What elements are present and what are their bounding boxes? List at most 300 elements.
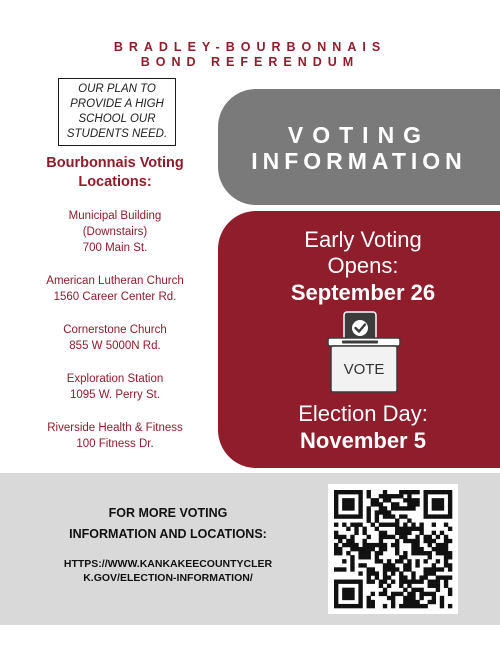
qr-code-icon bbox=[328, 484, 458, 614]
qr-module bbox=[387, 535, 391, 539]
qr-module bbox=[436, 498, 440, 502]
qr-module bbox=[448, 514, 452, 518]
location-line: American Lutheran Church bbox=[46, 275, 184, 287]
qr-module bbox=[448, 551, 452, 555]
qr-module bbox=[444, 514, 448, 518]
qr-module bbox=[407, 490, 411, 494]
qr-module bbox=[448, 567, 452, 571]
locations-title-line-2: Locations: bbox=[78, 174, 152, 190]
qr-module bbox=[391, 596, 395, 600]
qr-module bbox=[367, 535, 371, 539]
qr-module bbox=[391, 502, 395, 506]
qr-module bbox=[415, 527, 419, 531]
qr-module bbox=[436, 584, 440, 588]
location-line: Riverside Health & Fitness bbox=[47, 422, 183, 434]
qr-module bbox=[338, 567, 342, 571]
qr-module bbox=[346, 543, 350, 547]
qr-module bbox=[444, 559, 448, 563]
election-day-date: November 5 bbox=[300, 428, 426, 453]
qr-module bbox=[342, 506, 346, 510]
qr-module bbox=[387, 514, 391, 518]
qr-module bbox=[399, 559, 403, 563]
location-line: Exploration Station bbox=[66, 373, 164, 385]
qr-module bbox=[334, 547, 338, 551]
qr-module bbox=[367, 571, 371, 575]
plan-statement-box bbox=[58, 78, 176, 146]
qr-module bbox=[375, 575, 379, 579]
qr-module bbox=[428, 567, 432, 571]
more-info-line-1: FOR MORE VOTING bbox=[108, 506, 228, 520]
qr-module bbox=[403, 539, 407, 543]
qr-module bbox=[387, 575, 391, 579]
qr-module bbox=[432, 490, 436, 494]
qr-module bbox=[407, 559, 411, 563]
qr-module bbox=[419, 575, 423, 579]
qr-module bbox=[440, 600, 444, 604]
qr-module bbox=[371, 592, 375, 596]
qr-module bbox=[354, 547, 358, 551]
qr-module bbox=[399, 575, 403, 579]
qr-module bbox=[342, 604, 346, 608]
qr-module bbox=[383, 547, 387, 551]
location-line: 700 Main St. bbox=[82, 242, 148, 254]
qr-module bbox=[407, 527, 411, 531]
qr-module bbox=[395, 527, 399, 531]
qr-module bbox=[375, 543, 379, 547]
qr-module bbox=[350, 535, 354, 539]
qr-module bbox=[342, 523, 346, 527]
qr-module bbox=[436, 490, 440, 494]
qr-module bbox=[375, 555, 379, 559]
qr-module bbox=[411, 571, 415, 575]
qr-module bbox=[391, 494, 395, 498]
qr-module bbox=[346, 527, 350, 531]
qr-module bbox=[424, 506, 428, 510]
qr-module bbox=[371, 600, 375, 604]
qr-module bbox=[383, 510, 387, 514]
qr-module bbox=[358, 506, 362, 510]
qr-module bbox=[407, 531, 411, 535]
qr-module bbox=[338, 490, 342, 494]
qr-module bbox=[371, 502, 375, 506]
qr-module bbox=[367, 604, 371, 608]
qr-module bbox=[411, 600, 415, 604]
qr-module bbox=[358, 592, 362, 596]
qr-module bbox=[350, 547, 354, 551]
qr-module bbox=[399, 604, 403, 608]
qr-module bbox=[334, 567, 338, 571]
qr-module bbox=[334, 580, 338, 584]
qr-module bbox=[424, 604, 428, 608]
qr-module bbox=[432, 571, 436, 575]
qr-module bbox=[415, 535, 419, 539]
qr-module bbox=[432, 563, 436, 567]
qr-module bbox=[379, 580, 383, 584]
referendum-header bbox=[0, 40, 500, 70]
qr-module bbox=[346, 490, 350, 494]
more-info-line-2: INFORMATION AND LOCATIONS: bbox=[69, 527, 267, 541]
qr-module bbox=[391, 567, 395, 571]
qr-module bbox=[346, 588, 350, 592]
qr-module bbox=[448, 588, 452, 592]
qr-module bbox=[358, 596, 362, 600]
qr-module bbox=[432, 531, 436, 535]
qr-module bbox=[407, 539, 411, 543]
qr-module bbox=[440, 490, 444, 494]
qr-module bbox=[436, 559, 440, 563]
qr-module bbox=[432, 539, 436, 543]
qr-module bbox=[367, 596, 371, 600]
qr-module bbox=[338, 514, 342, 518]
qr-module bbox=[428, 580, 432, 584]
qr-module bbox=[358, 600, 362, 604]
qr-module bbox=[391, 523, 395, 527]
qr-module bbox=[448, 555, 452, 559]
qr-module bbox=[411, 547, 415, 551]
early-voting-line-2: Opens: bbox=[327, 253, 399, 278]
qr-module bbox=[391, 543, 395, 547]
qr-module bbox=[338, 547, 342, 551]
qr-module bbox=[354, 514, 358, 518]
qr-module bbox=[419, 527, 423, 531]
qr-module bbox=[375, 571, 379, 575]
qr-module bbox=[379, 535, 383, 539]
qr-module bbox=[350, 490, 354, 494]
qr-module bbox=[395, 518, 399, 522]
qr-module bbox=[432, 506, 436, 510]
qr-module bbox=[387, 559, 391, 563]
qr-module bbox=[383, 563, 387, 567]
qr-module bbox=[334, 531, 338, 535]
qr-module bbox=[362, 547, 366, 551]
qr-module bbox=[424, 498, 428, 502]
qr-module bbox=[338, 604, 342, 608]
qr-module bbox=[334, 490, 338, 494]
qr-module bbox=[383, 604, 387, 608]
qr-module bbox=[399, 527, 403, 531]
qr-module bbox=[387, 596, 391, 600]
qr-module bbox=[424, 494, 428, 498]
qr-module bbox=[379, 539, 383, 543]
ballot-box-icon bbox=[322, 308, 406, 394]
qr-module bbox=[448, 502, 452, 506]
qr-module bbox=[383, 498, 387, 502]
qr-module bbox=[395, 506, 399, 510]
qr-module bbox=[350, 555, 354, 559]
qr-module bbox=[379, 547, 383, 551]
qr-module bbox=[383, 531, 387, 535]
qr-module bbox=[399, 571, 403, 575]
qr-module bbox=[354, 543, 358, 547]
qr-module bbox=[415, 502, 419, 506]
qr-module bbox=[391, 592, 395, 596]
qr-module bbox=[403, 523, 407, 527]
voting-info-line-2: INFORMATION bbox=[251, 148, 467, 174]
qr-module bbox=[371, 604, 375, 608]
qr-module bbox=[383, 575, 387, 579]
qr-module bbox=[350, 502, 354, 506]
qr-module bbox=[379, 592, 383, 596]
qr-module bbox=[415, 543, 419, 547]
qr-module bbox=[354, 490, 358, 494]
qr-module bbox=[350, 514, 354, 518]
qr-module bbox=[432, 592, 436, 596]
qr-module bbox=[415, 559, 419, 563]
qr-module bbox=[383, 588, 387, 592]
qr-module bbox=[379, 543, 383, 547]
qr-module bbox=[448, 494, 452, 498]
qr-module bbox=[375, 498, 379, 502]
location-item bbox=[20, 420, 210, 452]
qr-module bbox=[440, 543, 444, 547]
qr-module bbox=[334, 514, 338, 518]
qr-module bbox=[342, 543, 346, 547]
qr-module bbox=[346, 580, 350, 584]
qr-module bbox=[358, 510, 362, 514]
early-voting-line-1: Early Voting bbox=[304, 227, 422, 252]
qr-module bbox=[342, 592, 346, 596]
qr-module bbox=[358, 547, 362, 551]
qr-module bbox=[338, 551, 342, 555]
qr-module bbox=[350, 543, 354, 547]
location-line: 100 Fitness Dr. bbox=[76, 438, 154, 450]
qr-module bbox=[342, 559, 346, 563]
qr-module bbox=[424, 551, 428, 555]
qr-module bbox=[436, 575, 440, 579]
qr-module bbox=[358, 490, 362, 494]
qr-module bbox=[440, 567, 444, 571]
qr-module bbox=[371, 523, 375, 527]
qr-module bbox=[411, 580, 415, 584]
qr-module bbox=[367, 494, 371, 498]
qr-module bbox=[419, 588, 423, 592]
qr-module bbox=[367, 510, 371, 514]
qr-module bbox=[342, 514, 346, 518]
qr-module bbox=[415, 551, 419, 555]
qr-module bbox=[375, 527, 379, 531]
qr-module bbox=[346, 539, 350, 543]
qr-module bbox=[419, 523, 423, 527]
election-day-line-1: Election Day: bbox=[298, 401, 428, 426]
qr-module bbox=[448, 563, 452, 567]
header-line-1: BRADLEY-BOURBONNAIS bbox=[113, 40, 387, 54]
voting-info-line-1: VOTING bbox=[287, 122, 431, 148]
qr-module bbox=[444, 555, 448, 559]
qr-module bbox=[399, 592, 403, 596]
qr-module bbox=[403, 498, 407, 502]
qr-module bbox=[428, 490, 432, 494]
qr-module bbox=[346, 498, 350, 502]
qr-module bbox=[395, 494, 399, 498]
qr-module bbox=[415, 580, 419, 584]
qr-module bbox=[334, 543, 338, 547]
qr-module bbox=[367, 543, 371, 547]
qr-module bbox=[440, 604, 444, 608]
locations-title-line-1: Bourbonnais Voting bbox=[46, 155, 184, 171]
plan-line: SCHOOL OUR bbox=[78, 113, 156, 125]
qr-module bbox=[395, 543, 399, 547]
qr-module bbox=[428, 535, 432, 539]
qr-module bbox=[391, 604, 395, 608]
qr-module bbox=[350, 592, 354, 596]
qr-module bbox=[375, 551, 379, 555]
plan-line: STUDENTS NEED. bbox=[66, 128, 168, 140]
qr-module bbox=[440, 547, 444, 551]
location-line: (Downstairs) bbox=[82, 226, 148, 238]
qr-module bbox=[407, 604, 411, 608]
qr-module bbox=[346, 506, 350, 510]
qr-module bbox=[387, 498, 391, 502]
election-info-url[interactable] bbox=[38, 557, 298, 585]
qr-module bbox=[444, 543, 448, 547]
qr-module bbox=[411, 539, 415, 543]
qr-module bbox=[375, 502, 379, 506]
qr-module bbox=[358, 555, 362, 559]
qr-module bbox=[383, 506, 387, 510]
qr-module bbox=[342, 490, 346, 494]
qr-module bbox=[403, 600, 407, 604]
qr-module bbox=[444, 490, 448, 494]
qr-module bbox=[371, 580, 375, 584]
qr-module bbox=[362, 563, 366, 567]
qr-module bbox=[440, 506, 444, 510]
qr-module bbox=[419, 547, 423, 551]
qr-module bbox=[395, 523, 399, 527]
qr-module bbox=[428, 514, 432, 518]
qr-module bbox=[387, 510, 391, 514]
qr-module bbox=[383, 571, 387, 575]
qr-module bbox=[399, 506, 403, 510]
qr-module bbox=[432, 596, 436, 600]
qr-module bbox=[338, 580, 342, 584]
qr-module bbox=[375, 559, 379, 563]
location-line: Municipal Building bbox=[68, 210, 162, 222]
location-line: 1560 Career Center Rd. bbox=[53, 291, 177, 303]
qr-module bbox=[395, 592, 399, 596]
qr-module bbox=[440, 596, 444, 600]
qr-module bbox=[424, 575, 428, 579]
qr-module bbox=[424, 502, 428, 506]
qr-module bbox=[350, 559, 354, 563]
qr-module bbox=[346, 604, 350, 608]
qr-module bbox=[403, 514, 407, 518]
qr-module bbox=[395, 551, 399, 555]
early-voting-date: September 26 bbox=[290, 280, 436, 305]
qr-module bbox=[383, 580, 387, 584]
qr-module bbox=[375, 510, 379, 514]
qr-module bbox=[358, 584, 362, 588]
qr-module bbox=[358, 604, 362, 608]
qr-module bbox=[362, 551, 366, 555]
qr-module bbox=[371, 498, 375, 502]
location-item bbox=[20, 371, 210, 403]
qr-module bbox=[354, 523, 358, 527]
qr-module bbox=[350, 596, 354, 600]
qr-module bbox=[367, 600, 371, 604]
qr-module bbox=[419, 596, 423, 600]
qr-module bbox=[379, 502, 383, 506]
qr-module bbox=[391, 580, 395, 584]
url-line-1: HTTPS://WWW.KANKAKEECOUNTYCLER bbox=[63, 558, 273, 570]
qr-module bbox=[440, 502, 444, 506]
qr-module bbox=[428, 592, 432, 596]
qr-module bbox=[346, 551, 350, 555]
qr-module bbox=[342, 498, 346, 502]
qr-module bbox=[424, 514, 428, 518]
qr-module bbox=[424, 539, 428, 543]
qr-module bbox=[338, 539, 342, 543]
qr-module bbox=[444, 575, 448, 579]
qr-module bbox=[399, 531, 403, 535]
qr-module bbox=[428, 555, 432, 559]
qr-module bbox=[415, 604, 419, 608]
qr-module bbox=[432, 567, 436, 571]
qr-module bbox=[342, 502, 346, 506]
qr-module bbox=[448, 604, 452, 608]
qr-module bbox=[411, 551, 415, 555]
qr-module bbox=[407, 506, 411, 510]
qr-module bbox=[411, 596, 415, 600]
qr-module bbox=[383, 514, 387, 518]
qr-module bbox=[440, 575, 444, 579]
qr-module bbox=[391, 571, 395, 575]
qr-module bbox=[346, 596, 350, 600]
qr-module bbox=[334, 535, 338, 539]
qr-module bbox=[358, 498, 362, 502]
qr-module bbox=[371, 547, 375, 551]
locations-title bbox=[20, 154, 210, 192]
qr-module bbox=[415, 588, 419, 592]
qr-module bbox=[342, 567, 346, 571]
qr-module bbox=[448, 592, 452, 596]
qr-module bbox=[358, 494, 362, 498]
qr-module bbox=[411, 575, 415, 579]
qr-module bbox=[383, 494, 387, 498]
qr-module bbox=[424, 490, 428, 494]
qr-module bbox=[375, 518, 379, 522]
qr-module bbox=[432, 523, 436, 527]
qr-module bbox=[346, 592, 350, 596]
qr-module bbox=[403, 567, 407, 571]
qr-module bbox=[338, 535, 342, 539]
qr-module bbox=[411, 588, 415, 592]
qr-module bbox=[436, 543, 440, 547]
qr-module bbox=[411, 543, 415, 547]
qr-module bbox=[334, 596, 338, 600]
qr-module bbox=[403, 604, 407, 608]
qr-module bbox=[391, 600, 395, 604]
qr-module bbox=[362, 527, 366, 531]
qr-module bbox=[334, 502, 338, 506]
qr-module bbox=[383, 535, 387, 539]
qr-module bbox=[407, 592, 411, 596]
location-item bbox=[20, 273, 210, 305]
plan-line: PROVIDE A HIGH bbox=[70, 98, 164, 110]
location-line: 855 W 5000N Rd. bbox=[69, 340, 161, 352]
qr-module bbox=[334, 551, 338, 555]
qr-module bbox=[367, 555, 371, 559]
qr-module bbox=[379, 531, 383, 535]
qr-module bbox=[379, 506, 383, 510]
qr-module bbox=[448, 527, 452, 531]
qr-module bbox=[432, 584, 436, 588]
qr-module bbox=[411, 523, 415, 527]
qr-module bbox=[371, 543, 375, 547]
qr-module bbox=[444, 584, 448, 588]
qr-module bbox=[383, 543, 387, 547]
qr-module bbox=[383, 523, 387, 527]
qr-module bbox=[448, 539, 452, 543]
